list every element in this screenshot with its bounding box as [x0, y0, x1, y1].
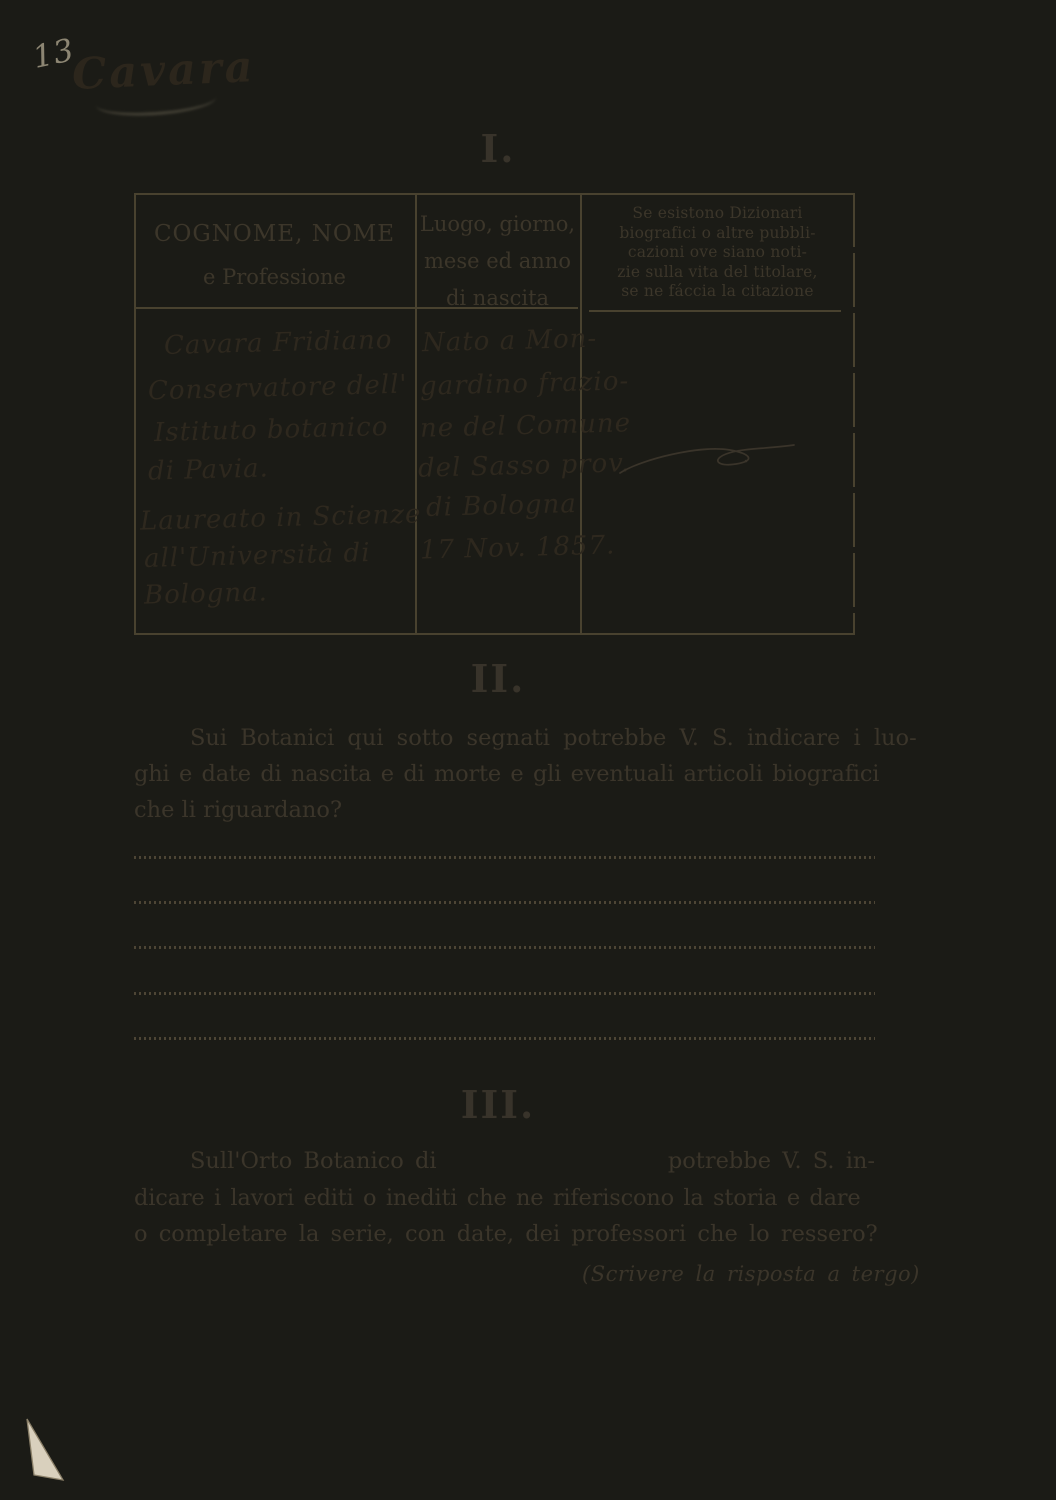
entry-birth-line: ne del Comune: [419, 408, 632, 444]
column-header-name-profession: [134, 193, 415, 289]
entry-birth-line: di Bologna: [425, 489, 578, 523]
section-3-heading: III.: [460, 1082, 536, 1127]
column-header-citations: [582, 193, 853, 302]
answer-dotted-line: [134, 1037, 875, 1040]
entry-birth-line: 17 Nov. 1857.: [419, 530, 616, 566]
header-line: e Professione: [203, 265, 346, 289]
section-2-text-line: Sui Botanici qui sotto segnati potrebbe V. S. indicare i luo-: [190, 725, 917, 751]
answer-dotted-line: [134, 992, 875, 995]
entry-birth-line: gardino frazio-: [419, 366, 630, 402]
table-border-bottom: [134, 633, 855, 635]
header-line: Se esistono Dizionari: [632, 204, 803, 222]
biographical-table: [134, 193, 855, 635]
header-line: zie sulla vita del titolare,: [617, 262, 818, 281]
entry-birth-line: Nato a Mon-: [421, 323, 598, 359]
header-line: se ne fáccia la citazione: [621, 282, 814, 300]
entry-name-line: Bologna.: [143, 577, 269, 611]
section-1-heading: I.: [480, 126, 516, 171]
entry-name-line: Conservatore dell': [147, 369, 408, 407]
pen-flourish-icon: [614, 431, 799, 487]
entry-name-line: Cavara Fridiano: [163, 325, 393, 361]
entry-name-line: all'Università di: [143, 538, 371, 574]
section-3-text-line: o completare la serie, con date, dei professori che lo ressero?: [134, 1221, 878, 1247]
answer-dotted-line: [134, 946, 875, 949]
entry-birth-line: del Sasso prov.: [417, 448, 631, 484]
header-line: mese ed anno: [424, 249, 571, 273]
header-line: COGNOME, NOME: [153, 221, 396, 247]
header-line: di nascita: [445, 286, 550, 310]
entry-name-line: Laureato in Scienze: [139, 499, 422, 537]
column-header-birth: [415, 193, 580, 317]
section-2-heading: II.: [470, 656, 526, 701]
section-2-text-line: che li riguardano?: [134, 797, 343, 823]
entry-name-line: di Pavia.: [147, 453, 270, 487]
answer-dotted-line: [134, 856, 875, 859]
handwritten-surname-label: Cavara: [70, 42, 257, 100]
section-3-line1-left: Sull'Orto Botanico di: [190, 1148, 437, 1174]
answer-dotted-line: [134, 901, 875, 904]
section-3-text-line: [134, 1143, 875, 1179]
answer-on-back-note: (Scrivere la risposta a tergo): [582, 1262, 920, 1286]
table-header-separator-1: [136, 307, 415, 309]
entry-name-line: Istituto botanico: [153, 411, 389, 449]
section-3-text-line: dicare i lavori editi o inediti che ne riferiscono la storia e dare: [134, 1185, 861, 1211]
folded-corner: [24, 1416, 66, 1486]
header-line: biografici o altre pubbli-: [619, 223, 816, 242]
section-3-line1-right: potrebbe V. S. in-: [667, 1148, 875, 1174]
header-line: Luogo, giorno,: [419, 212, 576, 236]
table-border-right: [853, 193, 855, 635]
pencil-page-number: 13: [29, 32, 78, 76]
table-header-separator-3: [589, 310, 841, 312]
section-2-text-line: ghi e date di nascita e di morte e gli eventuali articoli biografici: [134, 761, 880, 787]
header-line: cazioni ove siano noti-: [627, 243, 808, 261]
